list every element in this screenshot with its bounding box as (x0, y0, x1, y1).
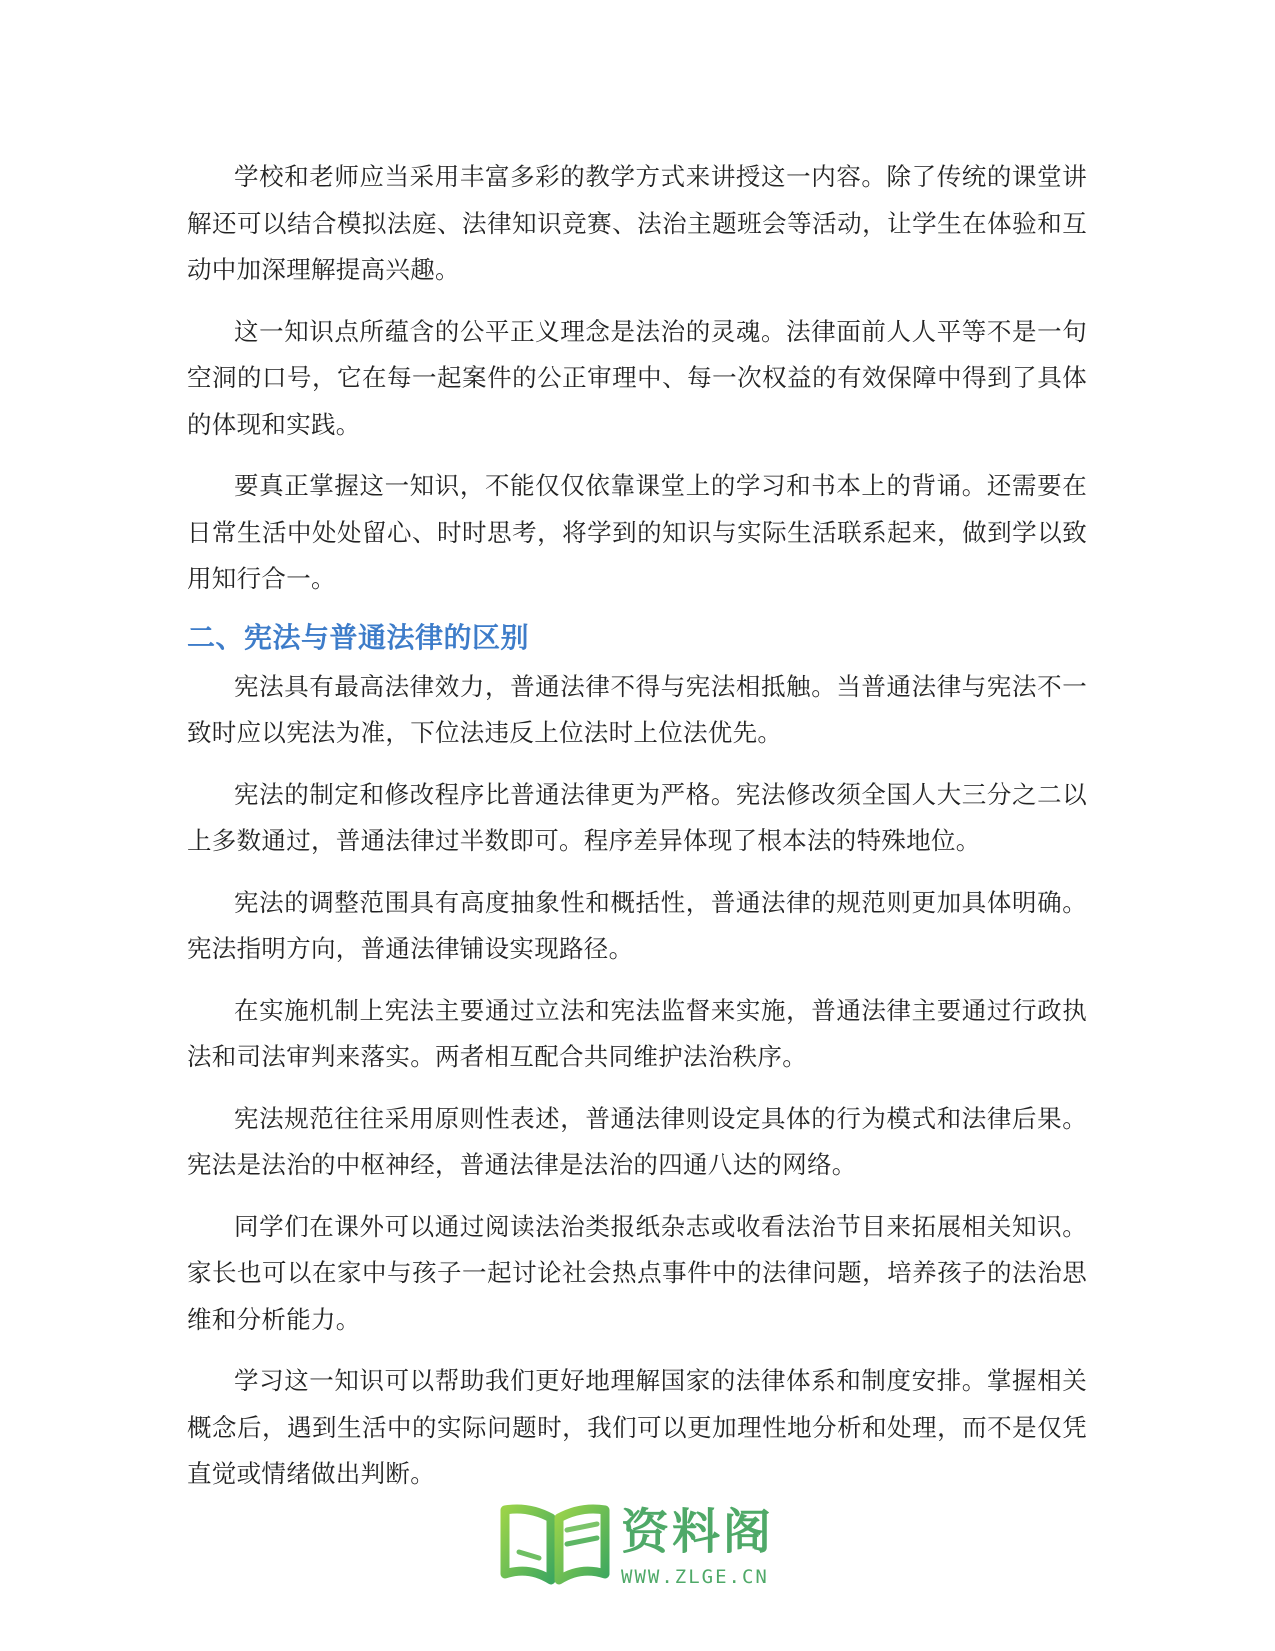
logo-url: WWW.ZLGE.CN (621, 1566, 769, 1588)
paragraph: 这一知识点所蕴含的公平正义理念是法治的灵魂。法律面前人人平等不是一句空洞的口号，它在每一起案件的公正审理中、每一次权益的有效保障中得到了具体的体现和实践。 (187, 316, 1087, 439)
logo-name: 资料阁 (621, 1504, 775, 1560)
section-heading: 二、宪法与普通法律的区别 (187, 620, 530, 654)
document-body (187, 154, 1087, 1513)
paragraph: 学校和老师应当采用丰富多彩的教学方式来讲授这一内容。除了传统的课堂讲解还可以结合模拟法庭、法律知识竞赛、法治主题班会等活动，让学生在体验和互动中加深理解提高兴趣。 (187, 162, 1087, 284)
open-book-logo-icon (497, 1500, 615, 1588)
paragraph: 宪法的制定和修改程序比普通法律更为严格。宪法修改须全国人大三分之二以上多数通过，普通法律过半数即可。程序差异体现了根本法的特殊地位。 (187, 779, 1087, 855)
paragraph: 要真正掌握这一知识，不能仅仅依靠课堂上的学习和书本上的背诵。还需要在日常生活中处处留心、时时思考，将学到的知识与实际生活联系起来，做到学以致用知行合一。 (187, 471, 1087, 593)
paragraph: 学习这一知识可以帮助我们更好地理解国家的法律体系和制度安排。掌握相关概念后，遇到生活中的实际问题时，我们可以更加理性地分析和处理，而不是仅凭直觉或情绪做出判断。 (187, 1366, 1087, 1488)
paragraph: 在实施机制上宪法主要通过立法和宪法监督来实施，普通法律主要通过行政执法和司法审判来落实。两者相互配合共同维护法治秩序。 (187, 995, 1087, 1071)
paragraph: 宪法具有最高法律效力，普通法律不得与宪法相抵触。当普通法律与宪法不一致时应以宪法为准，下位法违反上位法时上位法优先。 (187, 671, 1087, 747)
paragraph: 宪法规范往往采用原则性表述，普通法律则设定具体的行为模式和法律后果。宪法是法治的中枢神经，普通法律是法治的四通八达的网络。 (187, 1103, 1087, 1179)
paragraph: 同学们在课外可以通过阅读法治类报纸杂志或收看法治节目来拓展相关知识。家长也可以在家中与孩子一起讨论社会热点事件中的法律问题，培养孩子的法治思维和分析能力。 (187, 1211, 1087, 1334)
site-logo (497, 1500, 797, 1600)
paragraph: 宪法的调整范围具有高度抽象性和概括性，普通法律的规范则更加具体明确。宪法指明方向，普通法律铺设实现路径。 (187, 887, 1087, 963)
